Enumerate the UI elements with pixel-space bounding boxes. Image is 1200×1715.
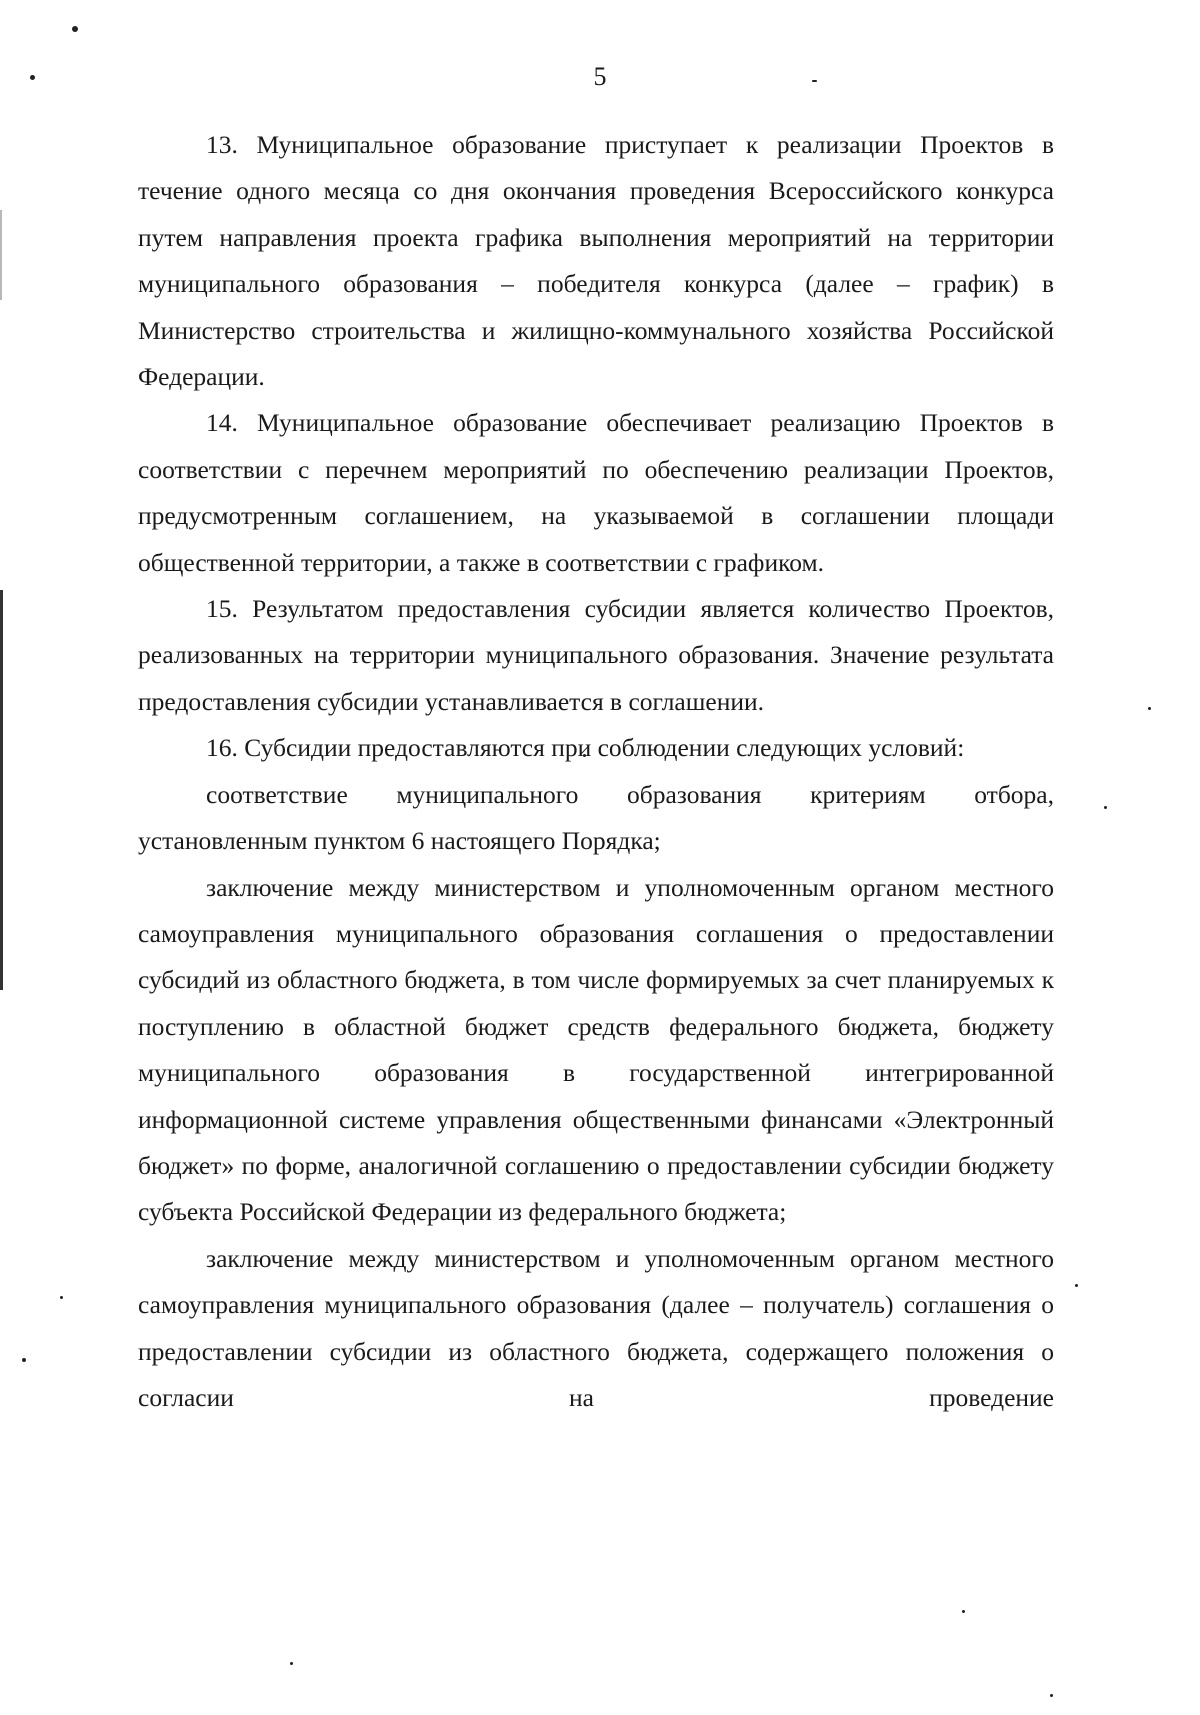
scan-edge-mark	[0, 590, 3, 990]
page-number: 5	[593, 62, 607, 91]
condition-item: соответствие муниципального образования критериям отбора, установленным пунктом 6 настоящего Порядка;	[138, 779, 1054, 856]
scan-speck	[1075, 1284, 1078, 1287]
scan-edge-mark	[0, 210, 2, 300]
scan-speck	[1104, 806, 1107, 809]
paragraph-15: 15. Результатом предоставления субсидии является количество Проектов, реализованных на территории муниципального образования. Значение результата предоставления субсидии устанавливается в соглашении.	[138, 594, 1054, 716]
condition-item: заключение между министерством и уполномоченным органом местного самоуправления муниципального образования (далее – получатель) соглашения о предоставлении субсидии из областного бюджета, содержащего положения о согласии на проведение	[138, 1243, 1054, 1412]
scan-speck	[1050, 1694, 1053, 1697]
scan-speck	[22, 1358, 26, 1362]
document-body	[138, 122, 1054, 1421]
condition-item: заключение между министерством и уполномоченным органом местного самоуправления муниципального образования соглашения о предоставлении субсидий из областного бюджета, в том числе формируемых за счет планируемых к поступлению в областной бюджет средств федерального бюджета, бюджету муниципального образования в государственной интегрированной информационной системе управления общественными финансами «Электронный бюджет» по форме, аналогичной соглашению о предоставлении субсидии бюджету субъекта Российской Федерации из федерального бюджета;	[138, 872, 1054, 1227]
paragraph-13: 13. Муниципальное образование приступает к реализации Проектов в течение одного месяца со дня окончания проведения Всероссийского конкурса путем направления проекта графика выполнения мероприятий на территории муниципального образования – победителя конкурса (далее – график) в Министерство строительства и жилищно-коммунального хозяйства Российской Федерации.	[138, 130, 1054, 392]
paragraph-14: 14. Муниципальное образование обеспечивает реализацию Проектов в соответствии с перечнем мероприятий по обеспечению реализации Проектов, предусмотренным соглашением, на указываемой в соглашении площади общественной территории, а также в соответствии с графиком.	[138, 408, 1054, 577]
scan-speck	[60, 1296, 63, 1299]
scan-speck	[290, 1662, 293, 1665]
scan-speck	[962, 1610, 965, 1613]
scan-speck	[72, 26, 78, 32]
paragraph-16: 16. Субсидии предоставляются при соблюдении следующих условий:	[206, 733, 965, 763]
scan-speck	[1148, 707, 1151, 710]
